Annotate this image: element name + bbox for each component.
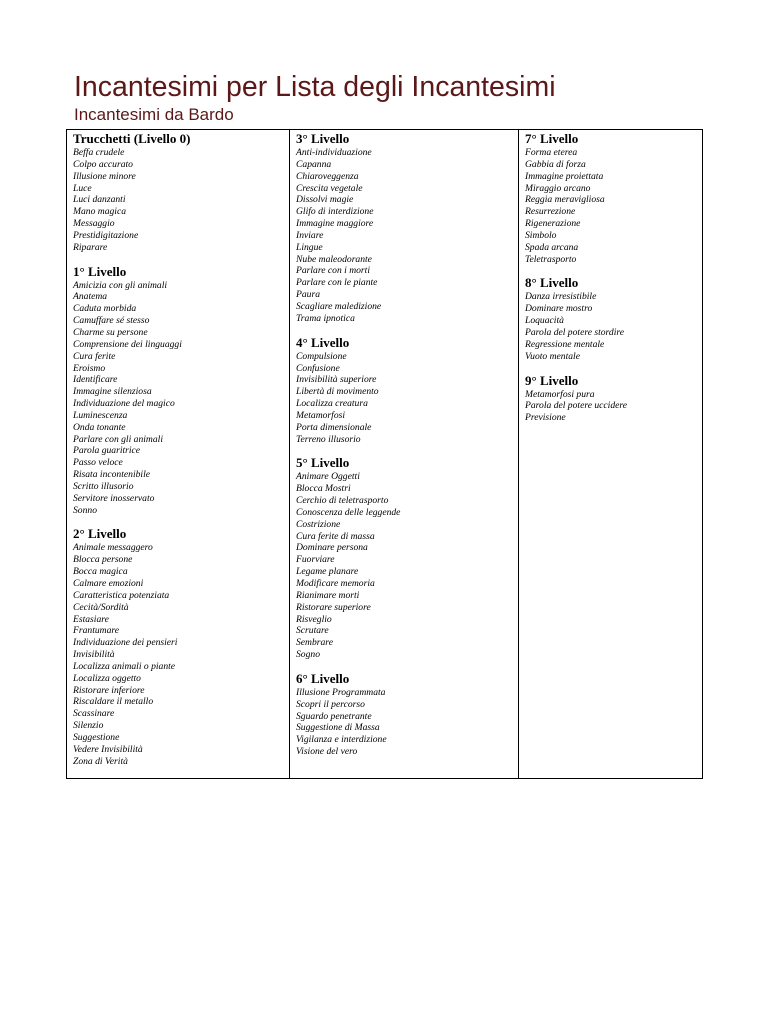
spell-list [525, 389, 698, 425]
spell-item: Simbolo [525, 229, 557, 241]
spell-column-3 [518, 130, 702, 778]
level-heading: 4° Livello [296, 334, 350, 350]
spell-item: Loquacità [525, 315, 564, 327]
spell-item: Scrutare [296, 625, 329, 637]
spell-item: Trama ipnotica [296, 312, 355, 324]
spell-item: Cerchio di teletrasporto [296, 495, 389, 507]
level-heading: 7° Livello [525, 131, 579, 146]
spell-item: Illusione Programmata [296, 686, 386, 698]
spell-item: Miraggio arcano [525, 182, 591, 194]
spell-item: Capanna [296, 158, 332, 170]
spell-list [296, 471, 514, 661]
level-heading: Trucchetti (Livello 0) [73, 131, 191, 146]
spell-item: Invisibilità [73, 649, 115, 661]
spell-item: Blocca persone [73, 554, 133, 566]
spell-item: Individuazione del magico [73, 398, 175, 410]
level-section [525, 373, 698, 425]
spell-item: Legame planare [296, 566, 359, 578]
spell-item: Modificare memoria [296, 578, 375, 589]
spell-item: Dominare persona [296, 542, 368, 554]
spell-item: Sembrare [296, 637, 333, 649]
spell-item: Chiaroveggenza [296, 170, 359, 182]
spell-item: Parola guaritrice [73, 445, 141, 457]
spell-item: Parola del potere stordire [525, 326, 625, 338]
level-section [73, 131, 285, 254]
level-heading: 9° Livello [525, 372, 579, 388]
spell-item: Frantumare [73, 625, 120, 637]
spell-item: Confusione [296, 362, 340, 374]
spell-item: Vedere Invisibilità [73, 743, 143, 755]
spell-item: Reggia meravigliosa [525, 194, 605, 206]
spell-item: Animale messaggero [73, 542, 153, 554]
spell-item: Parlare con i morti [296, 265, 370, 277]
spell-item: Passo veloce [73, 457, 123, 469]
spell-item: Dissolvi magie [296, 194, 354, 206]
spell-item: Blocca Mostri [296, 483, 351, 495]
spell-item: Messaggio [73, 218, 115, 230]
page-subtitle: Incantesimi da Bardo [74, 105, 234, 124]
spell-item: Suggestione di Massa [296, 722, 380, 734]
spell-item: Terreno illusorio [296, 433, 361, 445]
spell-item: Estasiare [73, 613, 109, 625]
spell-item: Animare Oggetti [296, 471, 360, 483]
spell-item: Invisibilità superiore [296, 374, 377, 386]
spell-item: Costrizione [296, 518, 341, 530]
spell-item: Teletrasporto [525, 253, 577, 265]
page-title: Incantesimi per Lista degli Incantesimi [74, 71, 556, 103]
spell-list [296, 351, 514, 446]
spell-item: Immagine maggiore [296, 218, 374, 230]
spell-item: Cecità/Sordità [73, 601, 129, 613]
spell-item: Danza irresistibile [525, 291, 597, 303]
spell-item: Anti-individuazione [296, 147, 372, 158]
spell-item: Localizza oggetto [73, 672, 141, 684]
spell-item: Caduta morbida [73, 303, 137, 315]
spell-item: Cura ferite di massa [296, 530, 375, 542]
spell-item: Paura [296, 289, 320, 301]
spell-item: Rigenerazione [525, 218, 581, 230]
spell-item: Regressione mentale [525, 338, 605, 350]
spell-item: Dominare mostro [525, 303, 593, 315]
spell-item: Individuazione dei pensieri [73, 637, 178, 649]
spell-item: Colpo accurato [73, 158, 133, 170]
level-section [73, 526, 285, 767]
level-heading: 3° Livello [296, 131, 350, 146]
spell-item: Luci danzanti [73, 194, 126, 206]
spell-item: Silenzio [73, 720, 104, 732]
level-section [73, 264, 285, 517]
spell-item: Risveglio [296, 613, 332, 625]
spell-item: Luce [73, 182, 92, 194]
spell-item: Prestidigitazione [73, 229, 139, 241]
spell-list [296, 147, 514, 325]
spell-item: Camuffare sé stesso [73, 315, 150, 327]
spell-table [66, 129, 703, 779]
spell-column-1 [67, 130, 289, 778]
spell-item: Lingue [296, 241, 323, 253]
spell-item: Anatema [73, 291, 108, 303]
spell-item: Luminescenza [73, 409, 128, 421]
spell-item: Parlare con le piante [296, 277, 378, 289]
spell-item: Eroismo [73, 362, 106, 374]
spell-item: Vigilanza e interdizione [296, 734, 387, 746]
level-section [525, 275, 698, 362]
spell-item: Scassinare [73, 708, 115, 720]
spell-item: Illusione minore [73, 170, 136, 182]
spell-item: Comprensione dei linguaggi [73, 338, 182, 350]
spell-item: Resurrezione [525, 206, 576, 218]
level-section [296, 335, 514, 446]
spell-item: Ristorare superiore [296, 601, 371, 613]
spell-item: Inviare [296, 229, 324, 241]
spell-item: Metamorfosi [296, 409, 346, 421]
level-heading: 6° Livello [296, 670, 350, 686]
level-section [296, 455, 514, 661]
spell-item: Riparare [73, 241, 108, 253]
spell-item: Scopri il percorso [296, 698, 365, 710]
spell-item: Parola del potere uccidere [525, 400, 628, 412]
spell-item: Forma eterea [525, 147, 578, 158]
spell-item: Rianimare morti [296, 589, 360, 601]
spell-item: Charme su persone [73, 326, 148, 338]
spell-list [296, 687, 514, 758]
spell-item: Crescita vegetale [296, 182, 363, 194]
spell-item: Riscaldare il metallo [73, 696, 154, 708]
spell-item: Calmare emozioni [73, 578, 144, 589]
spell-item: Porta dimensionale [296, 421, 372, 433]
level-section [296, 671, 514, 758]
spell-item: Servitore inosservato [73, 492, 155, 504]
spell-item: Fuorviare [296, 554, 335, 566]
spell-item: Visione del vero [296, 746, 358, 758]
spell-item: Suggestione [73, 731, 120, 743]
spell-item: Immagine silenziosa [73, 386, 152, 398]
spell-item: Localizza creatura [296, 398, 368, 410]
spell-item: Immagine proiettata [525, 170, 604, 182]
spell-column-2 [289, 130, 518, 778]
spell-item: Scritto illusorio [73, 480, 134, 492]
spell-list [525, 291, 698, 362]
spell-item: Vuoto mentale [525, 350, 580, 362]
spell-list [73, 542, 285, 767]
spell-item: Metamorfosi pura [525, 388, 595, 400]
spell-item: Sguardo penetrante [296, 710, 372, 722]
spell-item: Zona di Verità [73, 755, 128, 767]
spell-item: Cura ferite [73, 350, 116, 362]
spell-item: Scagliare maledizione [296, 300, 382, 312]
spell-item: Caratteristica potenziata [73, 589, 170, 601]
spell-list [73, 147, 285, 254]
spell-item: Ristorare inferiore [73, 684, 145, 696]
spell-item: Localizza animali o piante [73, 660, 176, 672]
spell-item: Parlare con gli animali [73, 433, 163, 445]
spell-item: Mano magica [73, 206, 127, 218]
level-heading: 2° Livello [73, 526, 127, 542]
spell-item: Glifo di interdizione [296, 206, 374, 218]
level-heading: 8° Livello [525, 275, 579, 291]
spell-item: Nube maleodorante [296, 253, 372, 265]
spell-item: Libertà di movimento [296, 386, 379, 398]
spell-item: Amicizia con gli animali [73, 279, 168, 291]
spell-list [73, 280, 285, 517]
spell-item: Bocca magica [73, 566, 128, 578]
spell-item: Beffa crudele [73, 147, 125, 158]
spell-item: Sonno [73, 504, 97, 516]
spell-item: Compulsione [296, 350, 347, 362]
level-section [525, 131, 698, 265]
spell-item: Gabbia di forza [525, 158, 586, 170]
spell-list [525, 147, 698, 265]
level-heading: 5° Livello [296, 455, 350, 471]
spell-item: Risata incontenibile [73, 469, 151, 481]
spell-item: Identificare [73, 374, 118, 386]
spell-item: Spada arcana [525, 241, 579, 253]
spell-item: Conoscenza delle leggende [296, 506, 401, 518]
spell-item: Onda tonante [73, 421, 126, 433]
level-heading: 1° Livello [73, 263, 127, 279]
spell-item: Previsione [525, 412, 566, 424]
spell-item: Sogno [296, 649, 320, 661]
level-section [296, 131, 514, 325]
